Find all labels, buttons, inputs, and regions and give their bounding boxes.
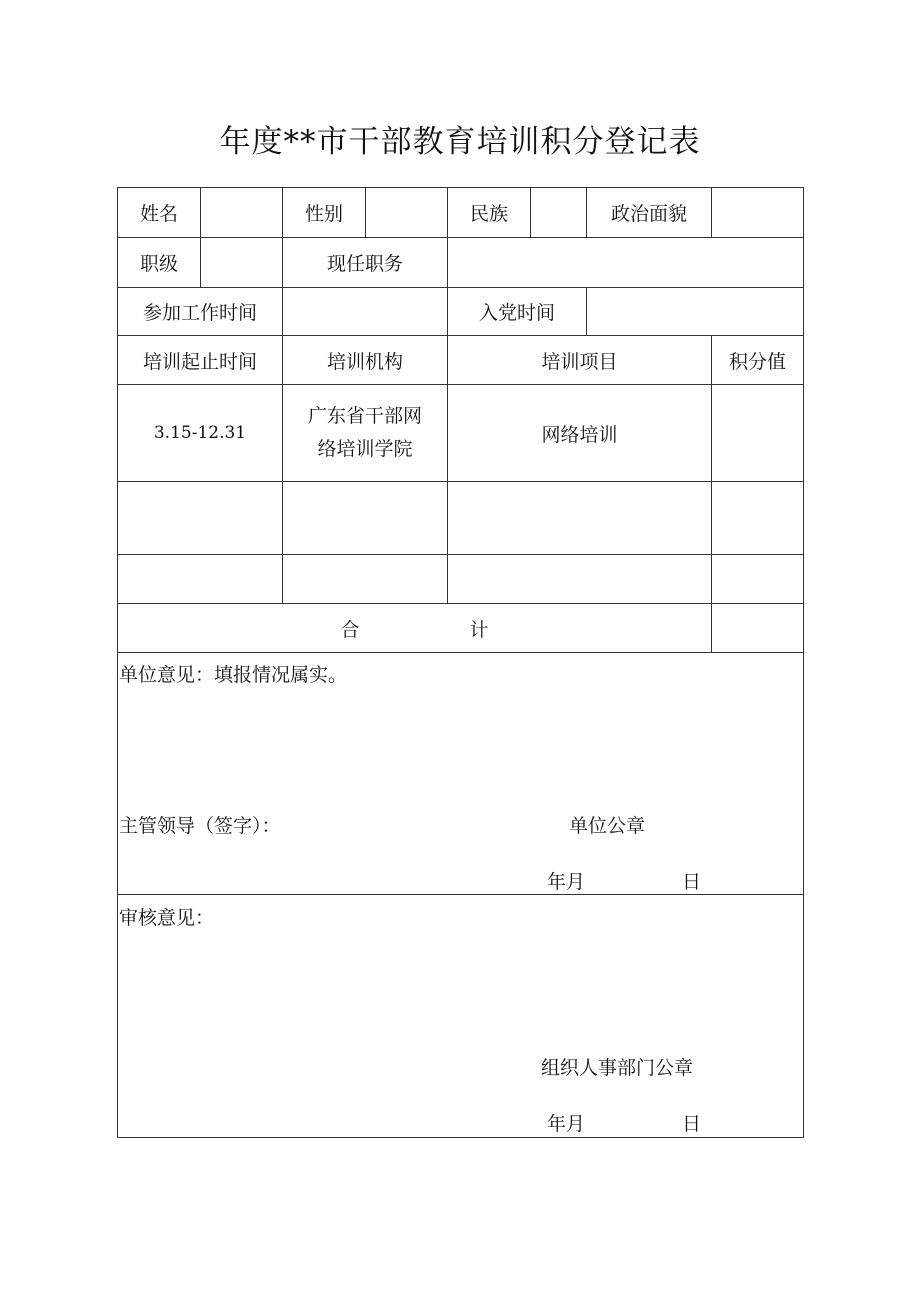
review-date-day: 日	[682, 1113, 702, 1135]
party-join-label: 入党时间	[448, 288, 587, 336]
institution-line-2: 络培训学院	[317, 438, 413, 460]
unit-seal-label: 单位公章	[569, 815, 646, 837]
registration-form-table	[117, 187, 804, 1138]
training-project-cell[interactable]: 网络培训	[448, 385, 712, 482]
current-position-field[interactable]	[448, 238, 804, 288]
training-points-cell[interactable]	[712, 482, 804, 555]
review-opinion-label: 审核意见：	[119, 907, 215, 929]
table-row	[118, 555, 804, 604]
form-title: 年度**市干部教育培训积分登记表	[219, 124, 701, 160]
header-project: 培训项目	[448, 336, 712, 385]
political-status-field[interactable]	[712, 188, 804, 238]
training-period-cell[interactable]	[118, 555, 283, 604]
training-institution-cell[interactable]	[283, 385, 448, 482]
row-review-opinion	[118, 895, 804, 1138]
training-institution-cell[interactable]	[283, 555, 448, 604]
work-start-field[interactable]	[283, 288, 448, 336]
training-points-cell[interactable]	[712, 555, 804, 604]
rank-label: 职级	[118, 238, 201, 288]
total-points-field[interactable]	[712, 604, 804, 653]
header-points: 积分值	[712, 336, 804, 385]
training-period-cell[interactable]: 3.15-12.31	[118, 385, 283, 482]
row-dates	[118, 288, 804, 336]
unit-opinion-label: 单位意见：填报情况属实。	[119, 664, 348, 686]
name-label: 姓名	[118, 188, 201, 238]
current-position-label: 现任职务	[283, 238, 448, 288]
row-rank-position	[118, 238, 804, 288]
row-total	[118, 604, 804, 653]
training-institution-cell[interactable]	[283, 482, 448, 555]
unit-date-year-month: 年月	[547, 871, 586, 893]
training-project-cell[interactable]	[448, 482, 712, 555]
rank-field[interactable]	[201, 238, 283, 288]
training-project-cell[interactable]	[448, 555, 712, 604]
party-join-field[interactable]	[587, 288, 804, 336]
table-row	[118, 385, 804, 482]
ethnicity-label: 民族	[448, 188, 531, 238]
training-points-cell[interactable]	[712, 385, 804, 482]
hr-dept-seal-label: 组织人事部门公章	[541, 1057, 694, 1079]
review-date-year-month: 年月	[547, 1113, 586, 1135]
name-field[interactable]	[201, 188, 283, 238]
ethnicity-field[interactable]	[531, 188, 587, 238]
gender-field[interactable]	[366, 188, 448, 238]
total-label-part1: 合	[340, 618, 360, 641]
unit-opinion-cell[interactable]	[118, 653, 804, 895]
unit-date-day: 日	[682, 871, 702, 893]
header-period: 培训起止时间	[118, 336, 283, 385]
work-start-label: 参加工作时间	[118, 288, 283, 336]
row-unit-opinion	[118, 653, 804, 895]
review-opinion-cell[interactable]	[118, 895, 804, 1138]
total-label	[118, 604, 712, 653]
training-period-cell[interactable]	[118, 482, 283, 555]
table-row	[118, 482, 804, 555]
political-status-label: 政治面貌	[587, 188, 712, 238]
leader-signature-label: 主管领导（签字）：	[119, 815, 281, 837]
header-institution: 培训机构	[283, 336, 448, 385]
total-label-part2: 计	[469, 618, 489, 641]
gender-label: 性别	[283, 188, 366, 238]
institution-line-1: 广东省干部网	[307, 405, 422, 427]
row-basic-info	[118, 188, 804, 238]
row-training-headers	[118, 336, 804, 385]
